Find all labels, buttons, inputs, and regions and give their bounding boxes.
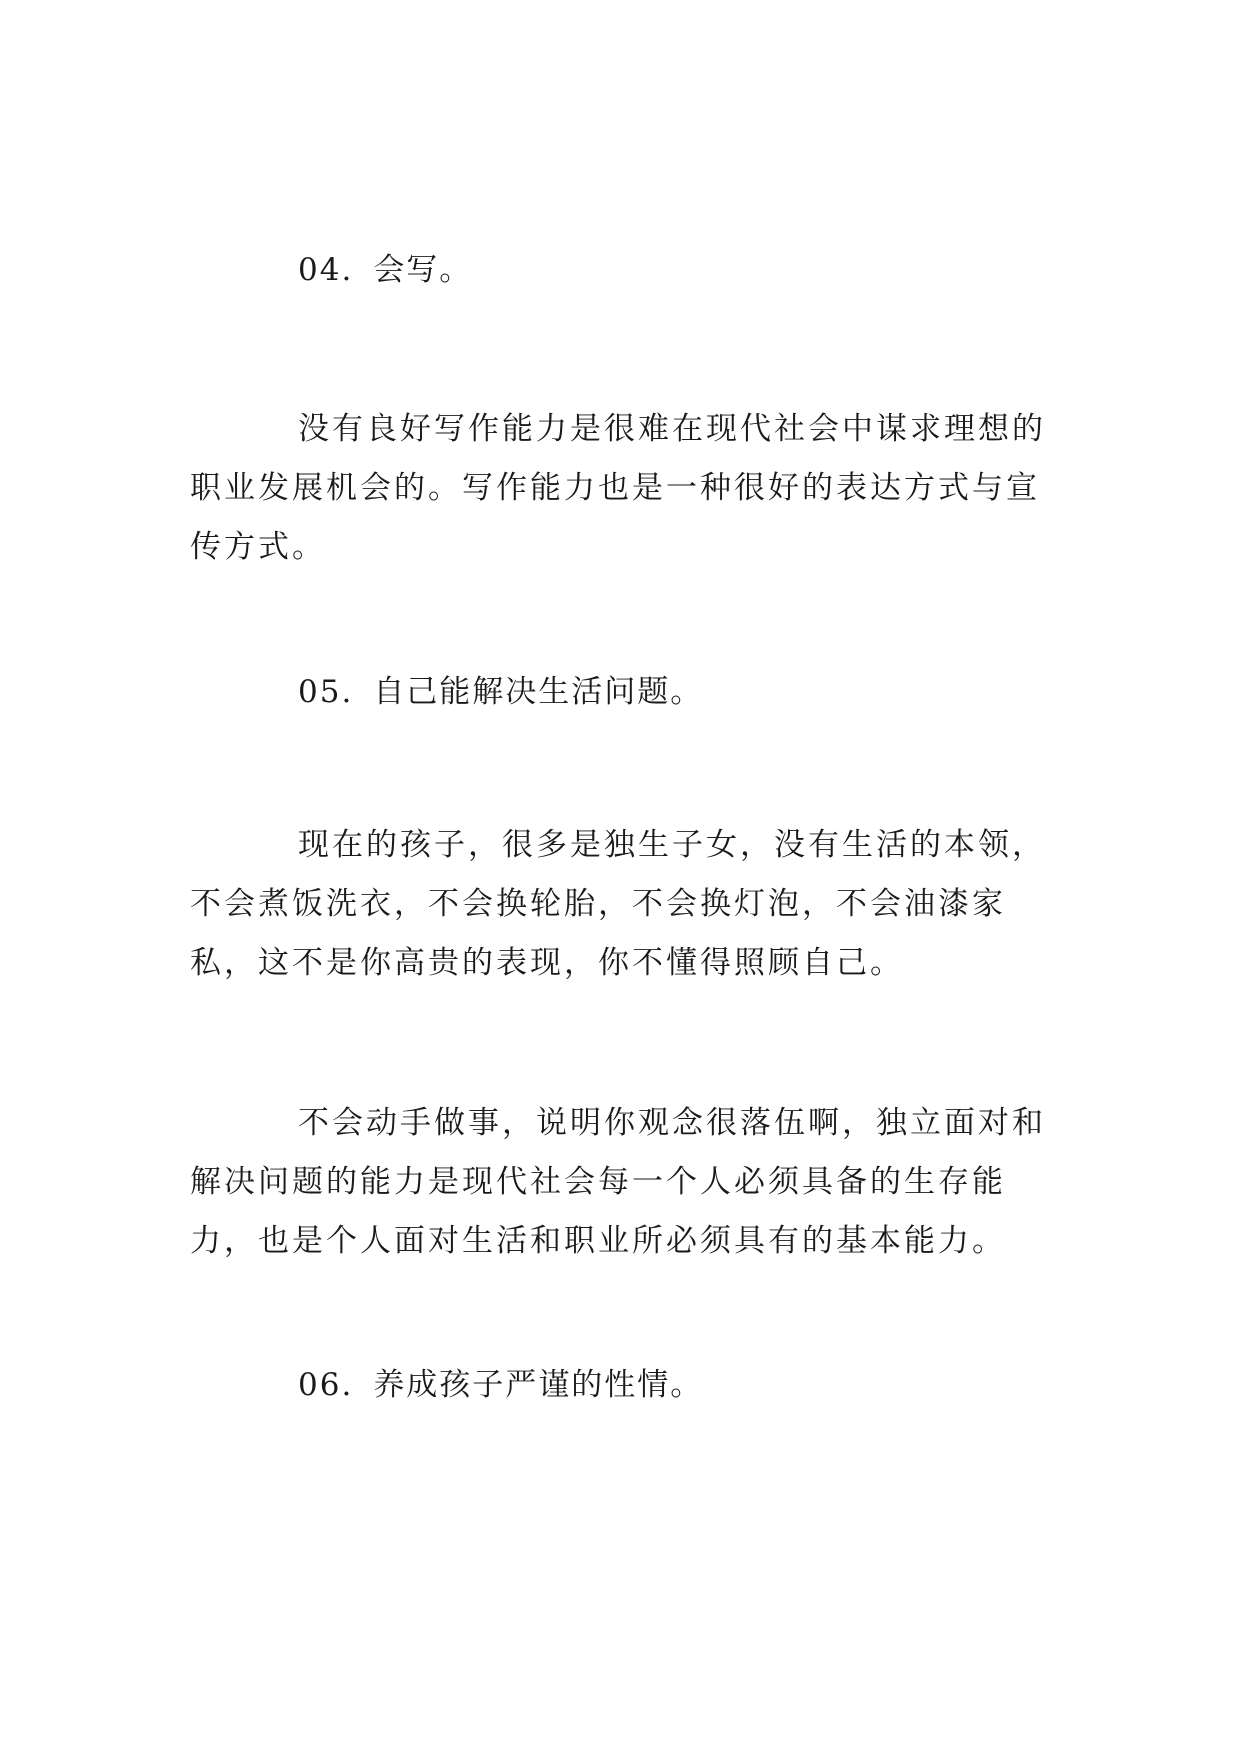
paragraph-life-skills: 现在的孩子，很多是独生子女，没有生活的本领，不会煮饭洗衣，不会换轮胎，不会换灯泡，不会油漆家私，这不是你高贵的表现，你不懂得照顾自己。 bbox=[190, 827, 1046, 981]
section-heading-04 bbox=[298, 250, 1058, 290]
paragraph-independence: 不会动手做事，说明你观念很落伍啊，独立面对和解决问题的能力是现代社会每一个人必须具备的生存能力，也是个人面对生活和职业所必须具有的基本能力。 bbox=[190, 1105, 1046, 1259]
section-heading-06 bbox=[298, 1365, 1058, 1405]
heading-number: 04. bbox=[298, 252, 354, 288]
heading-text: 自己能解决生活问题。 bbox=[373, 674, 704, 710]
heading-text: 养成孩子严谨的性情。 bbox=[373, 1367, 704, 1403]
paragraph-writing-ability: 没有良好写作能力是很难在现代社会中谋求理想的职业发展机会的。写作能力也是一种很好的表达方式与宣传方式。 bbox=[190, 411, 1046, 565]
heading-number: 06. bbox=[298, 1367, 354, 1403]
section-heading-05 bbox=[298, 672, 1058, 712]
heading-text: 会写。 bbox=[373, 252, 473, 288]
heading-number: 05. bbox=[298, 674, 354, 710]
